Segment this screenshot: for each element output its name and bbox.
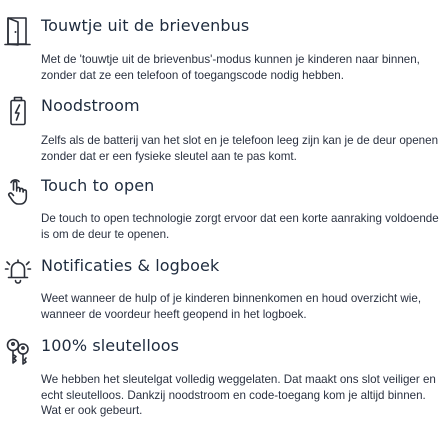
feature-description: Zelfs als de batterij van het slot en je telefoon leeg zijn kan je de deur openen zonder dat er een fysieke sleutel aan te pas komt. [41, 134, 439, 163]
battery-charging-icon [4, 96, 32, 126]
feature-title: 100% sleutelloos [41, 336, 180, 355]
keys-icon [4, 336, 32, 366]
feature-description: We hebben het sleutelgat volledig weggelaten. Dat maakt ons slot veiliger en echt sleutelloos. Dankzij noodstroom en code-toegang kom je altijd binnen. Wat er ook gebeurt. [41, 373, 436, 417]
feature-description: Met de 'touwtje uit de brievenbus'-modus kunnen je kinderen naar binnen, zonder dat ze een telefoon of toegangscode nodig hebben. [41, 53, 420, 82]
feature-title: Touch to open [41, 176, 155, 195]
touch-hand-icon [4, 176, 32, 206]
door-exit-icon [4, 16, 32, 46]
feature-title: Notificaties & logboek [41, 256, 220, 275]
bell-icon [4, 256, 32, 286]
feature-title: Touwtje uit de brievenbus [41, 16, 250, 35]
feature-title: Noodstroom [41, 96, 140, 115]
feature-description: Weet wanneer de hulp of je kinderen binnenkomen en houd overzicht wie, wanneer de voordeur heeft geopend in het logboek. [41, 292, 422, 321]
feature-description: De touch to open technologie zorgt ervoor dat een korte aanraking voldoende is om de deur te openen. [41, 212, 439, 241]
